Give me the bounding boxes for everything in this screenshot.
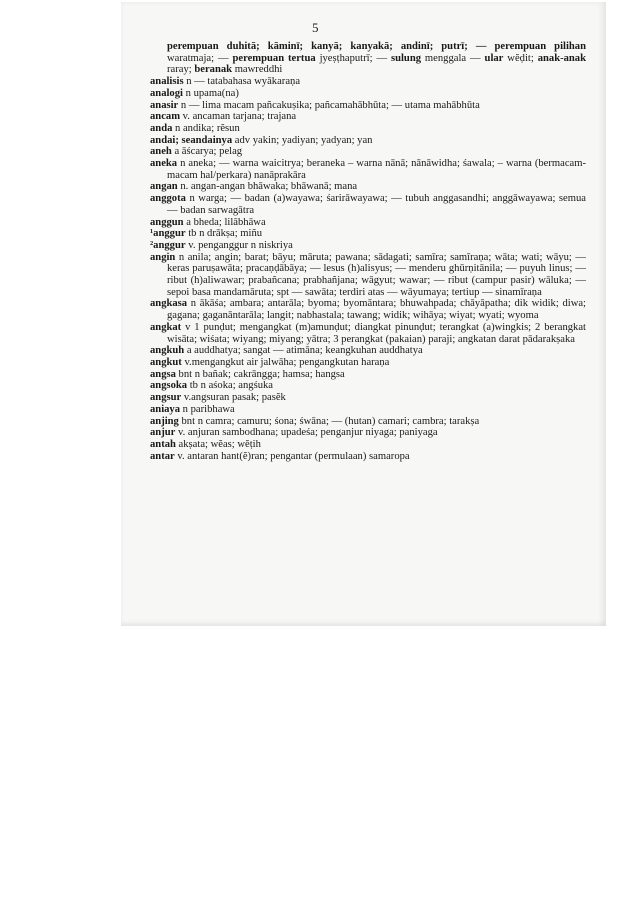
dictionary-entry: [150, 427, 586, 439]
entry-definition: n aneka; — warna waicitrya; beraneka – warna nānā; nānāwidha; śawala; – warna (bermacam-macam hal/perkara) nanāprakāra: [167, 158, 586, 181]
entry-definition: a bheda; lilābhāwa: [183, 216, 266, 228]
dictionary-column: [150, 41, 586, 462]
dictionary-entry: [150, 392, 586, 404]
entry-definition: akṣata; wĕas; wĕṭih: [175, 438, 261, 450]
dictionary-entry: [150, 217, 586, 229]
entry-headword: ²anggur: [150, 239, 186, 251]
entry-headword: antar: [150, 450, 175, 462]
entry-definition: v 1 punḍut; mengangkat (m)amunḍut; diangkat pinunḍut; terangkat (a)wingkis; 2 berangkat wisāta; wiśata; wiyang; miyang; yātra; 3 perangkat (pakaian) paraji; angkatan darat pādarakṣaka: [167, 321, 586, 345]
entry-headword: ¹anggur: [150, 228, 186, 240]
entry-headword: angsur: [150, 392, 182, 404]
dictionary-entry: [150, 146, 586, 158]
dictionary-entry: [150, 88, 586, 100]
entry-headword: anjing: [150, 415, 179, 427]
entry-list: [150, 76, 586, 462]
entry-headword: angkat: [150, 321, 182, 333]
entry-definition: tb n drākṣa; miñu: [185, 228, 263, 240]
dictionary-entry: [150, 158, 586, 181]
entry-definition: n paribhawa: [180, 403, 235, 415]
entry-headword: anggota: [150, 193, 186, 205]
entry-headword: aneh: [150, 146, 172, 158]
entry-definition: a auddhatya; sangat — atimāna; keangkuhan auddhatya: [184, 345, 423, 357]
entry-definition: v.mengangkut air jalwāha; pengangkutan haraṇa: [181, 356, 390, 368]
entry-definition: bnt n bañak; cakrāngga; hamsa; hangsa: [175, 368, 345, 380]
dictionary-entry: [150, 76, 586, 88]
entry-headword: angsa: [150, 368, 176, 380]
entry-definition: adv yakin; yadiyan; yadyan; yan: [232, 134, 373, 146]
entry-headword: angkuh: [150, 345, 185, 357]
entry-headword: anda: [150, 122, 173, 134]
entry-headword: analisis: [150, 76, 184, 88]
entry-headword: aniaya: [150, 403, 181, 415]
entry-headword: anggun: [150, 216, 184, 228]
entry-headword: antah: [150, 438, 176, 450]
dictionary-entry: [150, 135, 586, 147]
entry-headword: andai; seandainya: [150, 134, 233, 146]
entry-headword: ancam: [150, 111, 181, 123]
entry-definition: v. ancaman tarjana; trajana: [180, 111, 297, 123]
dictionary-entry: [150, 451, 586, 463]
dictionary-entry: [150, 240, 586, 252]
entry-headword: angin: [150, 251, 176, 263]
entry-definition: n — tatabahasa wyākaraṇa: [183, 76, 301, 88]
entry-headword: aneka: [150, 158, 178, 170]
dictionary-entry: [150, 298, 586, 321]
entry-definition: tb n aśoka; angśuka: [187, 380, 274, 392]
entry-definition: n upama(na): [182, 87, 239, 99]
dictionary-entry: [150, 100, 586, 112]
entry-definition: v. antaran hant(ĕ)ran; pengantar (permulaan) samaropa: [174, 450, 410, 462]
dictionary-entry: [150, 111, 586, 123]
entry-definition: n warga; — badan (a)wayawa; śarirāwayawa; — tubuh anggasandhi; anggāwayawa; semua — badan sarwagātra: [167, 193, 586, 216]
entry-definition: a āścarya; pelag: [171, 146, 243, 158]
entry-definition: v. penganggur n niskriya: [185, 239, 293, 251]
continued-entry: perempuan duhitā; kāminī; kanyā; kanyakā; andinī; putrī; — perempuan pilihan waratmaja; — perempuan tertua jyeṣṭhaputrī; — sulung menggala — ular wĕḍit; anak-anak raray; beranak mawreddhi: [167, 41, 586, 76]
dictionary-entry: [150, 193, 586, 216]
entry-definition: bnt n camra; camuru; śona; śwāna; — (hutan) camari; cambra; tarakṣa: [178, 415, 480, 427]
entry-headword: analogi: [150, 87, 183, 99]
entry-headword: angsoka: [150, 380, 188, 392]
page-number: 5: [312, 20, 319, 35]
dictionary-entry: [150, 228, 586, 240]
entry-headword: angkasa: [150, 298, 188, 310]
entry-definition: n andika; rĕsun: [172, 122, 240, 134]
dictionary-entry: [150, 181, 586, 193]
dictionary-entry: [150, 404, 586, 416]
entry-headword: anjur: [150, 427, 176, 439]
entry-definition: n ākāśa; ambara; antarāla; byoma; byomāntara; bhuwahpada; chāyāpatha; dik widik; diwa; gagana; gaganāntarāla; langit; nabhastala; tawang; widik; wihāya; wiyat; wyati; wyoma: [167, 298, 586, 322]
entry-headword: angkut: [150, 356, 182, 368]
entry-headword: angan: [150, 181, 178, 193]
dictionary-entry: [150, 380, 586, 392]
dictionary-entry: [150, 369, 586, 381]
dictionary-entry: [150, 416, 586, 428]
dictionary-entry: [150, 252, 586, 299]
entry-definition: n anila; angin; barat; bāyu; māruta; pawana; sādagati; samīra; samīraṇa; wāta; wati; wāyu; — keras paruṣawāta; pracaṇḍābāya; — lesus (h)alisyus; — menderu ghūrṇitānila; — puyuh linus; — ribut (h)aliwawar; prabañcana; prabhañjana; wāgyut; wawar; — ribut (campur pasir) wāluka; — sepoi basa mandamāruta; spt — sawāta; terdiri atas — wāyumaya; tertiup — sinamīraṇa: [167, 251, 586, 298]
entry-definition: v. anjuran sambodhana; upadeśa; penganjur niyaga; paniyaga: [175, 427, 438, 439]
entry-definition: n — lima macam pañcakuṣika; pañcamahābhūta; — utama mahābhūta: [178, 99, 480, 111]
dictionary-entry: [150, 322, 586, 345]
dictionary-entry: [150, 123, 586, 135]
dictionary-entry: [150, 345, 586, 357]
dictionary-entry: [150, 439, 586, 451]
dictionary-entry: [150, 357, 586, 369]
entry-headword: anasir: [150, 99, 179, 111]
entry-definition: n. angan-angan bhāwaka; bhāwanā; mana: [177, 181, 358, 193]
entry-definition: v.angsuran pasak; pasĕk: [181, 392, 286, 404]
